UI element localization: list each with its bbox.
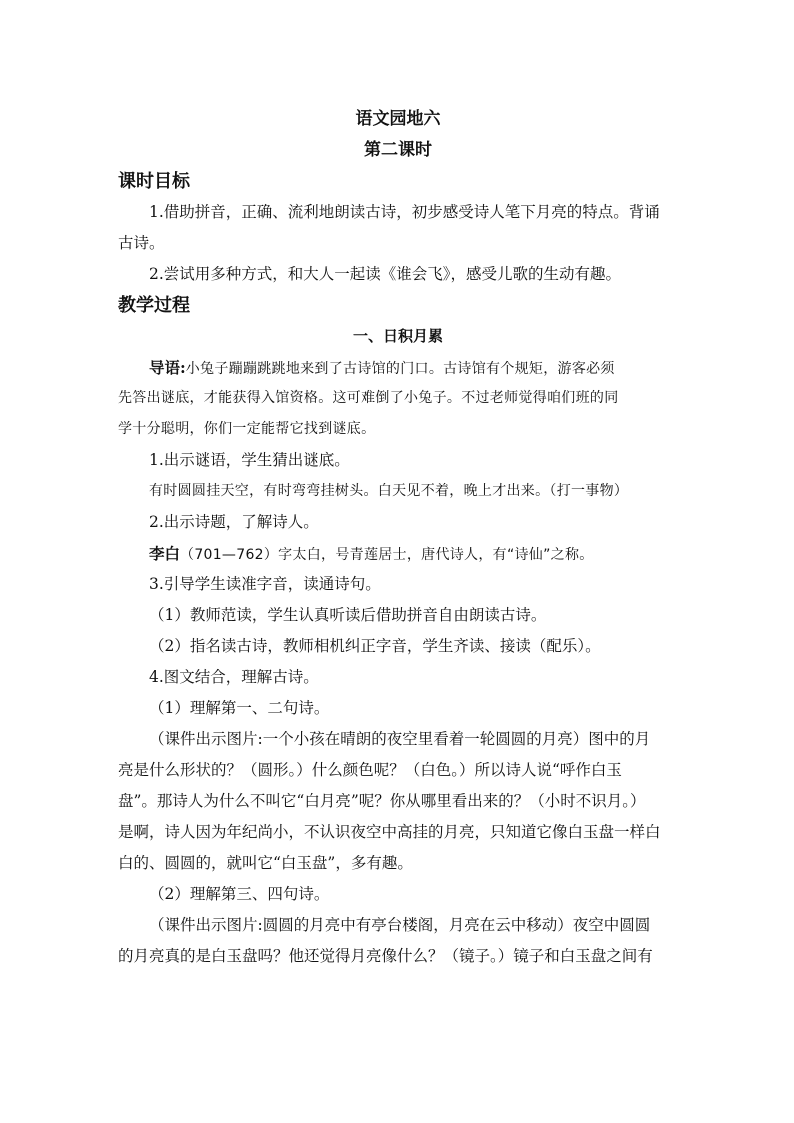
intro-text: 小兔子蹦蹦跳跳地来到了古诗馆的门口。古诗馆有个规矩，游客必须 [185,361,615,377]
goal-2: 2.尝试用多种方式，和大人一起读《谁会飞》，感受儿歌的生动有趣。 [149,265,622,283]
document-subtitle: 第二课时 [364,140,432,160]
paragraph-1-line4: 是啊，诗人因为年纪尚小，不认识夜空中高挂的月亮，只知道它像白玉盘一样白 [118,823,661,841]
paragraph-2-line1: （课件出示图片:圆圆的月亮中有亭台楼阁，月亮在云中移动）夜空中圆圆 [149,916,651,934]
poet-info: （701—762）字太白，号青莲居士，唐代诗人，有“诗仙”之称。 [180,547,594,563]
intro-text-line2: 先答出谜底，才能获得入馆资格。这可难倒了小兔子。不过老师觉得咱们班的同 [118,390,619,406]
step-3: 3.引导学生读准字音，读通诗句。 [149,575,381,593]
intro-paragraph-line [118,352,678,383]
poet-intro [118,538,678,569]
document-body [118,104,678,972]
goals-heading: 课时目标 [118,171,190,192]
poet-name: 李白 [149,544,181,563]
section-1-title: 一、日积月累 [352,327,443,345]
intro-label: 导语: [149,358,186,377]
paragraph-2-line2: 的月亮真的是白玉盘吗？他还觉得月亮像什么？（镜子。）镜子和白玉盘之间有 [118,947,653,965]
goal-1: 1.借助拼音，正确、流利地朗读古诗，初步感受诗人笔下月亮的特点。背诵 [149,203,660,221]
riddle-text: 有时圆圆挂天空，有时弯弯挂树头。白天见不着，晚上才出来。（打一事物） [149,483,629,499]
paragraph-1-line1: （课件出示图片:一个小孩在晴朗的夜空里看着一轮圆圆的月亮）图中的月 [149,730,651,748]
paragraph-1-line2: 亮是什么形状的？（圆形。）什么颜色呢？（白色。）所以诗人说“呼作白玉 [118,761,622,779]
process-heading: 教学过程 [118,295,190,316]
intro-text-line3: 学十分聪明，你们一定能帮它找到谜底。 [118,421,376,437]
step-3-2: （2）指名读古诗，教师相机纠正字音，学生齐读、接读（配乐）。 [149,637,601,655]
goal-1-cont: 古诗。 [118,234,165,252]
paragraph-1-line3: 盘”。那诗人为什么不叫它“白月亮”呢？你从哪里看出来的？（小时不识月。） [118,792,646,810]
document-title: 语文园地六 [355,109,441,129]
step-4: 4.图文结合，理解古诗。 [149,668,319,686]
step-4-2: （2）理解第三、四句诗。 [149,885,330,903]
step-1: 1.出示谜语，学生猜出谜底。 [149,451,350,469]
step-2: 2.出示诗题，了解诗人。 [149,513,319,531]
step-3-1: （1）教师范读，学生认真听读后借助拼音自由朗读古诗。 [149,606,547,624]
step-4-1: （1）理解第一、二句诗。 [149,699,330,717]
paragraph-1-line5: 白的、圆圆的，就叫它“白玉盘”，多有趣。 [118,854,413,872]
